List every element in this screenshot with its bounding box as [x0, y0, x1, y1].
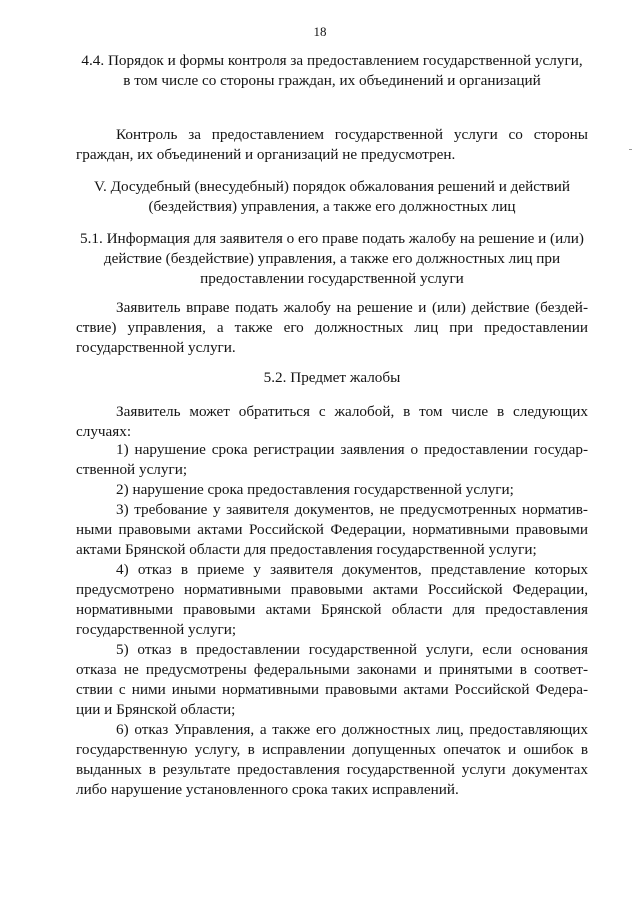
- section-5-1-text: Заявитель вправе подать жалобу на решение и (или) действие (бездей-ствие) управления, а также его должностных лиц при предоставлении государственной услуги.: [76, 299, 588, 356]
- section-5-2-heading: 5.2. Предмет жалобы: [263, 369, 401, 386]
- page-number: 18: [313, 24, 327, 39]
- section-5-2-intro: Заявитель может обратиться с жалобой, в том числе в следующих случаях:: [76, 403, 588, 440]
- section-4-4-heading: 4.4. Порядок и формы контроля за предоставлением государственной услуги, в том числе со стороны граждан, их объединений и организаций: [81, 52, 583, 89]
- complaint-case-item: 4) отказ в приеме у заявителя документов, представление которых предусмотрено нормативными правовыми актами Российской Федерации, нормативными правовыми актами Брянской области для предоставления государственной услуги;: [76, 561, 588, 638]
- scan-edge-mark: [629, 149, 632, 150]
- complaint-case-item: 6) отказ Управления, а также его должностных лиц, предоставляющих государственную услугу, в исправлении допущенных опечаток и ошибок в выданных в результате предоставления государственной услуги документах либо нарушение установленного срока таких исправлений.: [76, 721, 588, 798]
- section-4-4-text: Контроль за предоставлением государственной услуги со стороны граждан, их объединений и организаций не предусмотрен.: [76, 126, 588, 163]
- complaint-case-item: 2) нарушение срока предоставления государственной услуги;: [116, 481, 514, 498]
- section-5-1-heading: 5.1. Информация для заявителя о его праве подать жалобу на решение и (или) действие (бездействие) управления, а также его должностных лиц при предоставлении государственной услуги: [80, 230, 584, 287]
- complaint-case-item: 5) отказ в предоставлении государственной услуги, если основания отказа не предусмотрены федеральными законами и принятыми в соответ-ствии с ними иными нормативными правовыми актами Российской Федера-ции и Брянской области;: [76, 641, 588, 718]
- section-5-heading: V. Досудебный (внесудебный) порядок обжалования решений и действий (бездействия) управления, а также его должностных лиц: [93, 178, 571, 215]
- complaint-case-item: 1) нарушение срока регистрации заявления о предоставлении государ-ственной услуги;: [76, 441, 588, 478]
- complaint-case-item: 3) требование у заявителя документов, не предусмотренных норматив-ными правовыми актами Российской Федерации, нормативными правовыми актами Брянской области для предоставления государственной услуги;: [76, 501, 588, 558]
